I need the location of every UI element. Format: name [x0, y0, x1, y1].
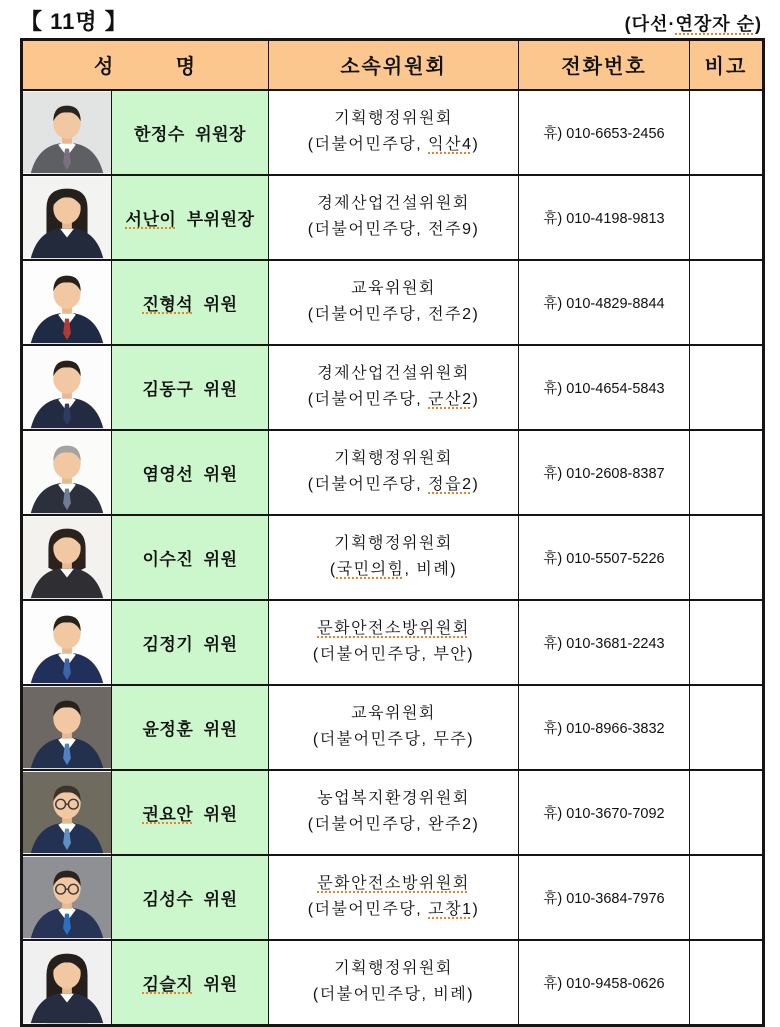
member-name: 김정기 위원: [112, 600, 269, 685]
col-header-phone: 전화번호: [519, 40, 690, 90]
portrait-image: [23, 91, 111, 174]
committee-name: 기획행정위원회: [334, 450, 453, 468]
member-phone: 휴) 010-2608-8387: [519, 430, 690, 515]
committee-party-district: (더불어민주당, 부안): [312, 646, 475, 663]
portrait-image: [23, 856, 111, 939]
member-name: 진형석 위원: [112, 260, 269, 345]
header-row: [22, 40, 764, 90]
member-phone: 휴) 010-3670-7092: [519, 770, 690, 855]
member-name: 김동구 위원: [112, 345, 269, 430]
member-committee: [269, 260, 519, 345]
committee-name: 문화안전소방위원회: [317, 875, 470, 893]
committee-name: 문화안전소방위원회: [317, 620, 470, 638]
member-phone: 휴) 010-6653-2456: [519, 90, 690, 175]
member-photo-cell: [22, 685, 112, 770]
member-note: [690, 260, 764, 345]
member-photo-cell: [22, 770, 112, 855]
members-table: [20, 38, 765, 1027]
member-phone: 휴) 010-9458-0626: [519, 940, 690, 1026]
member-row: [22, 175, 764, 260]
member-name: 이수진 위원: [112, 515, 269, 600]
member-row: [22, 260, 764, 345]
member-committee: [269, 345, 519, 430]
member-photo-cell: [22, 260, 112, 345]
member-committee: [269, 770, 519, 855]
member-note: [690, 515, 764, 600]
member-name: 염영선 위원: [112, 430, 269, 515]
col-header-note: 비고: [690, 40, 764, 90]
member-note: [690, 855, 764, 940]
committee-party-district: (더불어민주당, 완주2): [307, 816, 480, 833]
portrait-image: [23, 431, 111, 514]
member-phone: 휴) 010-8966-3832: [519, 685, 690, 770]
member-phone: 휴) 010-4654-5843: [519, 345, 690, 430]
member-committee: [269, 940, 519, 1026]
member-phone: 휴) 010-4198-9813: [519, 175, 690, 260]
committee-name: 농업복지환경위원회: [317, 790, 470, 808]
member-note: [690, 345, 764, 430]
sort-order-marked-text: 연장자 순: [675, 14, 755, 34]
sort-order-prefix: (다선·: [624, 14, 676, 34]
member-row: [22, 430, 764, 515]
col-header-committee: 소속위원회: [269, 40, 519, 90]
committee-name: 기획행정위원회: [334, 535, 453, 553]
member-row: [22, 90, 764, 175]
portrait-image: [23, 346, 111, 429]
title-row: [20, 5, 762, 36]
member-photo-cell: [22, 515, 112, 600]
portrait-image: [23, 516, 111, 599]
committee-party-district: (더불어민주당, 고창1): [307, 901, 480, 918]
committee-name: 경제산업건설위원회: [317, 195, 470, 213]
member-photo-cell: [22, 430, 112, 515]
member-note: [690, 940, 764, 1026]
committee-party-district: (더불어민주당, 전주2): [307, 306, 480, 323]
member-note: [690, 770, 764, 855]
member-name: 김성수 위원: [112, 855, 269, 940]
member-name: 한정수 위원장: [112, 90, 269, 175]
member-committee: [269, 855, 519, 940]
committee-party-district: (더불어민주당, 정읍2): [307, 476, 480, 493]
member-row: [22, 600, 764, 685]
portrait-image: [23, 686, 111, 769]
member-committee: [269, 430, 519, 515]
member-committee: [269, 515, 519, 600]
committee-party-district: (국민의힘, 비례): [329, 561, 458, 578]
member-row: [22, 940, 764, 1026]
member-name: 서난이 부위원장: [112, 175, 269, 260]
portrait-image: [23, 771, 111, 854]
member-photo-cell: [22, 90, 112, 175]
member-name: 김슬지 위원: [112, 940, 269, 1026]
member-name: 권요안 위원: [112, 770, 269, 855]
member-photo-cell: [22, 940, 112, 1026]
committee-name: 경제산업건설위원회: [317, 365, 470, 383]
member-row: [22, 855, 764, 940]
portrait-image: [23, 176, 111, 259]
member-count-title: 【 11명 】: [20, 9, 128, 34]
member-note: [690, 175, 764, 260]
committee-name: 교육위원회: [351, 705, 436, 723]
col-header-name: 성 명: [22, 40, 269, 90]
member-photo-cell: [22, 600, 112, 685]
member-note: [690, 685, 764, 770]
sort-order-label: [625, 10, 762, 36]
member-photo-cell: [22, 855, 112, 940]
member-phone: 휴) 010-3684-7976: [519, 855, 690, 940]
committee-name: 기획행정위원회: [334, 110, 453, 128]
member-committee: [269, 90, 519, 175]
member-row: [22, 515, 764, 600]
committee-party-district: (더불어민주당, 군산2): [307, 391, 480, 408]
member-phone: 휴) 010-5507-5226: [519, 515, 690, 600]
member-note: [690, 90, 764, 175]
member-note: [690, 600, 764, 685]
committee-party-district: (더불어민주당, 전주9): [307, 221, 480, 238]
member-name: 윤정훈 위원: [112, 685, 269, 770]
member-note: [690, 430, 764, 515]
portrait-image: [23, 261, 111, 344]
portrait-image: [23, 941, 111, 1024]
sort-order-suffix: ): [755, 14, 762, 34]
committee-party-district: (더불어민주당, 비례): [312, 986, 475, 1003]
member-photo-cell: [22, 175, 112, 260]
committee-party-district: (더불어민주당, 익산4): [307, 136, 480, 153]
member-row: [22, 345, 764, 430]
member-committee: [269, 175, 519, 260]
member-row: [22, 770, 764, 855]
member-photo-cell: [22, 345, 112, 430]
committee-party-district: (더불어민주당, 무주): [312, 731, 475, 748]
member-phone: 휴) 010-3681-2243: [519, 600, 690, 685]
committee-name: 기획행정위원회: [334, 960, 453, 978]
portrait-image: [23, 601, 111, 684]
member-committee: [269, 685, 519, 770]
member-row: [22, 685, 764, 770]
member-phone: 휴) 010-4829-8844: [519, 260, 690, 345]
committee-name: 교육위원회: [351, 280, 436, 298]
member-committee: [269, 600, 519, 685]
